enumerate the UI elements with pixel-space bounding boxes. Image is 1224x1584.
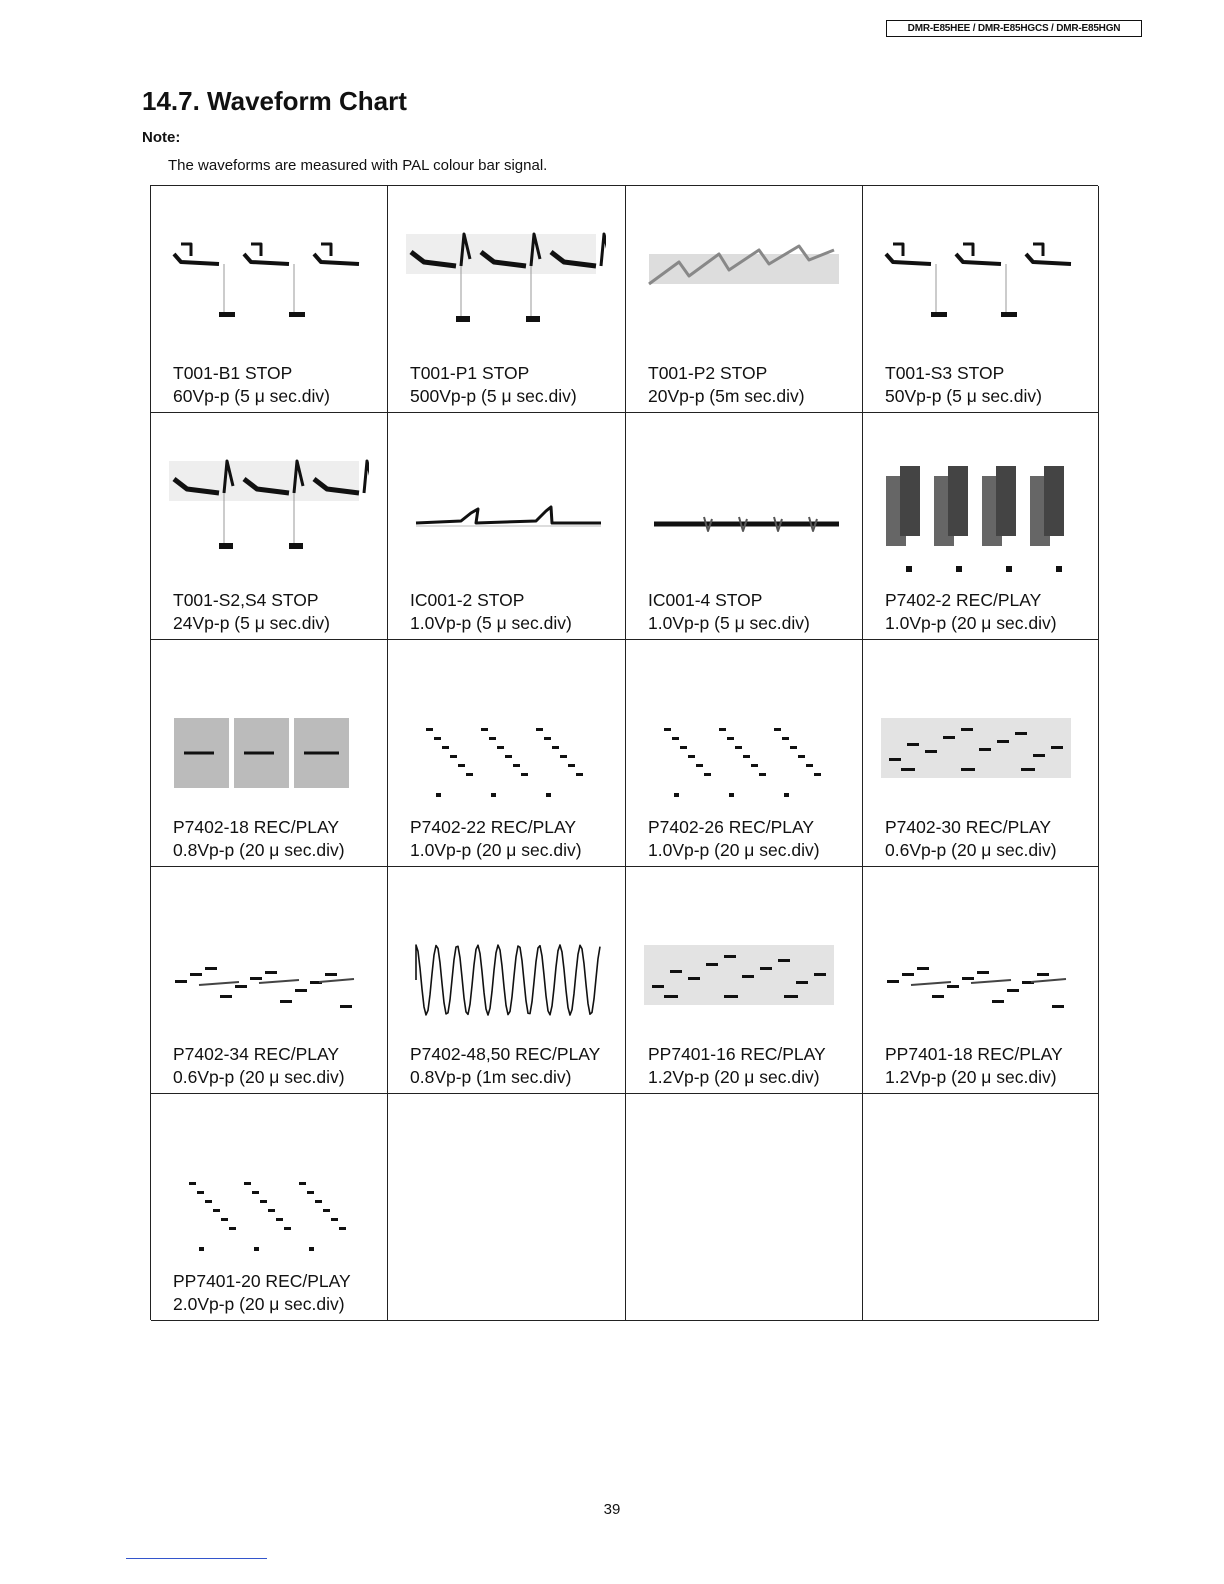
waveform-cell: [863, 186, 1099, 413]
waveform-step: [917, 967, 929, 970]
waveform-step: [323, 1209, 330, 1212]
waveform-step: [724, 995, 738, 998]
waveform-step: [284, 1227, 291, 1230]
waveform-cell: [151, 413, 388, 640]
waveform-step: [887, 980, 899, 983]
waveform-plot: [644, 885, 844, 1035]
waveform-cell: [151, 640, 388, 867]
waveform-step: [560, 755, 567, 758]
waveform-trace: [601, 234, 606, 266]
waveform-dot: [784, 793, 789, 797]
test-point-label: P7402-30 REC/PLAY: [885, 817, 1052, 837]
measurement-spec: 24Vp-p (5 μ sec.div): [173, 613, 330, 633]
waveform-trace: [416, 945, 600, 1015]
waveform-cell: [863, 640, 1099, 867]
measurement-spec: 50Vp-p (5 μ sec.div): [885, 386, 1042, 406]
waveform-step: [706, 963, 718, 966]
waveform-noise: [406, 234, 596, 274]
waveform-step: [1021, 768, 1035, 771]
waveform-step: [489, 737, 496, 740]
waveform-plot: [169, 885, 369, 1035]
test-point-label: IC001-4 STOP: [648, 590, 763, 610]
waveform-trace: [364, 461, 369, 493]
measurement-spec: 1.0Vp-p (5 μ sec.div): [648, 613, 810, 633]
measurement-spec: 500Vp-p (5 μ sec.div): [410, 386, 577, 406]
test-point-label: P7402-2 REC/PLAY: [885, 590, 1042, 610]
waveform-step: [727, 737, 734, 740]
empty-cell: [626, 1094, 863, 1321]
waveform-step: [743, 755, 750, 758]
waveform-burst: [1044, 466, 1064, 536]
waveform-step: [265, 971, 277, 974]
waveform-pulse: [456, 316, 470, 322]
measurement-spec: 1.2Vp-p (20 μ sec.div): [648, 1067, 820, 1087]
waveform-step: [759, 773, 766, 776]
waveform-cell: [626, 413, 863, 640]
waveform-cell: [388, 640, 626, 867]
waveform-trace: [936, 264, 1006, 314]
waveform-dot: [491, 793, 496, 797]
measurement-spec: 1.0Vp-p (20 μ sec.div): [648, 840, 820, 860]
waveform-grid: [150, 185, 1098, 1320]
waveform-step: [688, 977, 700, 980]
waveform-plot: [881, 658, 1081, 808]
waveform-plot: [406, 431, 606, 581]
waveform-step: [189, 1182, 196, 1185]
waveform-step: [325, 973, 337, 976]
waveform-step: [1007, 989, 1019, 992]
waveform-step: [997, 740, 1009, 743]
waveform-trace: [416, 507, 601, 523]
waveform-step: [244, 1182, 251, 1185]
waveform-noise: [169, 461, 359, 501]
note-label: Note:: [142, 129, 181, 146]
waveform-dot: [309, 1247, 314, 1251]
waveform-step: [536, 728, 543, 731]
waveform-plot: [169, 658, 369, 808]
waveform-step: [664, 995, 678, 998]
waveform-step: [276, 1218, 283, 1221]
waveform-step: [664, 728, 671, 731]
waveform-step: [902, 973, 914, 976]
test-point-label: T001-B1 STOP: [173, 363, 293, 383]
waveform-cell: [151, 186, 388, 413]
waveform-step: [688, 755, 695, 758]
waveform-step: [299, 1182, 306, 1185]
waveform-step: [962, 977, 974, 980]
waveform-pulse: [931, 312, 947, 317]
test-point-label: P7402-22 REC/PLAY: [410, 817, 577, 837]
waveform-burst: [900, 466, 920, 536]
waveform-step: [947, 985, 959, 988]
waveform-trace: [911, 979, 1066, 985]
waveform-plot: [644, 204, 844, 354]
test-point-label: P7402-18 REC/PLAY: [173, 817, 340, 837]
waveform-dot: [729, 793, 734, 797]
waveform-plot: [881, 885, 1081, 1035]
waveform-trace: [181, 244, 191, 256]
waveform-step: [268, 1209, 275, 1212]
waveform-step: [340, 1005, 352, 1008]
measurement-spec: 1.0Vp-p (20 μ sec.div): [410, 840, 582, 860]
waveform-step: [814, 973, 826, 976]
waveform-step: [252, 1191, 259, 1194]
waveform-dot: [546, 793, 551, 797]
test-point-label: PP7401-20 REC/PLAY: [173, 1271, 351, 1291]
waveform-plot: [169, 204, 369, 354]
waveform-step: [250, 977, 262, 980]
waveform-pulse: [219, 543, 233, 549]
waveform-cell: [151, 867, 388, 1094]
test-point-label: PP7401-16 REC/PLAY: [648, 1044, 826, 1064]
waveform-cell: [151, 1094, 388, 1321]
waveform-step: [220, 995, 232, 998]
waveform-plot: [881, 431, 1081, 581]
waveform-step: [205, 1200, 212, 1203]
waveform-plot: [881, 204, 1081, 354]
waveform-dot: [199, 1247, 204, 1251]
measurement-spec: 60Vp-p (5 μ sec.div): [173, 386, 330, 406]
waveform-cell: [388, 867, 626, 1094]
waveform-step: [652, 985, 664, 988]
waveform-burst: [948, 466, 968, 536]
waveform-step: [925, 750, 937, 753]
measurement-spec: 0.8Vp-p (20 μ sec.div): [173, 840, 345, 860]
waveform-cell: [626, 640, 863, 867]
waveform-step: [704, 773, 711, 776]
waveform-step: [307, 1191, 314, 1194]
test-point-label: PP7401-18 REC/PLAY: [885, 1044, 1063, 1064]
waveform-step: [977, 971, 989, 974]
waveform-step: [466, 773, 473, 776]
waveform-step: [796, 981, 808, 984]
measurement-spec: 2.0Vp-p (20 μ sec.div): [173, 1294, 345, 1314]
waveform-pulse: [1001, 312, 1017, 317]
waveform-dot: [436, 793, 441, 797]
waveform-cell: [863, 867, 1099, 1094]
waveform-cell: [626, 186, 863, 413]
waveform-dot: [254, 1247, 259, 1251]
waveform-step: [197, 1191, 204, 1194]
test-point-label: IC001-2 STOP: [410, 590, 525, 610]
measurement-spec: 0.6Vp-p (20 μ sec.div): [885, 840, 1057, 860]
test-point-label: T001-P1 STOP: [410, 363, 530, 383]
waveform-step: [235, 985, 247, 988]
waveform-cell: [388, 413, 626, 640]
empty-cell: [388, 1094, 626, 1321]
waveform-cell: [626, 867, 863, 1094]
waveform-dot: [906, 566, 912, 572]
waveform-step: [521, 773, 528, 776]
waveform-step: [1051, 746, 1063, 749]
page-number: 39: [603, 1501, 621, 1518]
test-point-label: T001-S2,S4 STOP: [173, 590, 319, 610]
waveform-trace: [224, 264, 294, 314]
waveform-pulse: [526, 316, 540, 322]
waveform-step: [458, 764, 465, 767]
waveform-step: [205, 967, 217, 970]
waveform-step: [280, 1000, 292, 1003]
waveform-dot: [1006, 566, 1012, 572]
waveform-step: [450, 755, 457, 758]
waveform-step: [979, 748, 991, 751]
waveform-step: [295, 989, 307, 992]
waveform-step: [568, 764, 575, 767]
section-title: 14.7. Waveform Chart: [142, 86, 407, 116]
waveform-step: [190, 973, 202, 976]
waveform-plot: [169, 431, 369, 581]
waveform-step: [229, 1227, 236, 1230]
waveform-trace: [251, 244, 261, 256]
waveform-step: [742, 975, 754, 978]
waveform-step: [426, 728, 433, 731]
waveform-step: [806, 764, 813, 767]
waveform-step: [724, 955, 736, 958]
waveform-cell: [388, 186, 626, 413]
measurement-spec: 1.2Vp-p (20 μ sec.div): [885, 1067, 1057, 1087]
waveform-burst: [996, 466, 1016, 536]
waveform-plot: [644, 431, 844, 581]
waveform-plot: [406, 658, 606, 808]
waveform-step: [576, 773, 583, 776]
waveform-step: [221, 1218, 228, 1221]
measurement-spec: 20Vp-p (5m sec.div): [648, 386, 805, 406]
waveform-step: [696, 764, 703, 767]
waveform-dot: [956, 566, 962, 572]
waveform-step: [672, 737, 679, 740]
waveform-step: [513, 764, 520, 767]
waveform-step: [751, 764, 758, 767]
waveform-step: [213, 1209, 220, 1212]
waveform-step: [315, 1200, 322, 1203]
waveform-pulse: [289, 543, 303, 549]
test-point-label: T001-P2 STOP: [648, 363, 768, 383]
measurement-spec: 0.6Vp-p (20 μ sec.div): [173, 1067, 345, 1087]
measurement-spec: 0.8Vp-p (1m sec.div): [410, 1067, 572, 1087]
waveform-trace: [963, 244, 973, 256]
waveform-trace: [199, 979, 354, 985]
waveform-step: [331, 1218, 338, 1221]
waveform-step: [552, 746, 559, 749]
measurement-spec: 1.0Vp-p (5 μ sec.div): [410, 613, 572, 633]
waveform-step: [544, 737, 551, 740]
waveform-step: [760, 967, 772, 970]
waveform-step: [260, 1200, 267, 1203]
waveform-plot: [644, 658, 844, 808]
waveform-trace: [893, 244, 903, 256]
waveform-step: [774, 728, 781, 731]
waveform-dot: [674, 793, 679, 797]
model-number-box: DMR-E85HEE / DMR-E85HGCS / DMR-E85HGN: [886, 20, 1142, 37]
waveform-step: [932, 995, 944, 998]
test-point-label: P7402-34 REC/PLAY: [173, 1044, 340, 1064]
test-point-label: P7402-26 REC/PLAY: [648, 817, 815, 837]
waveform-plot: [169, 1112, 369, 1262]
waveform-step: [481, 728, 488, 731]
test-point-label: T001-S3 STOP: [885, 363, 1005, 383]
note-text: The waveforms are measured with PAL colour bar signal.: [168, 157, 548, 174]
waveform-trace: [1033, 244, 1043, 256]
measurement-spec: 1.0Vp-p (20 μ sec.div): [885, 613, 1057, 633]
waveform-step: [790, 746, 797, 749]
waveform-step: [798, 755, 805, 758]
waveform-step: [442, 746, 449, 749]
waveform-step: [670, 970, 682, 973]
test-point-label: P7402-48,50 REC/PLAY: [410, 1044, 601, 1064]
waveform-step: [1037, 973, 1049, 976]
waveform-step: [907, 743, 919, 746]
waveform-step: [339, 1227, 346, 1230]
waveform-step: [961, 728, 973, 731]
waveform-pulse: [219, 312, 235, 317]
waveform-step: [889, 758, 901, 761]
waveform-step: [680, 746, 687, 749]
waveform-step: [1033, 754, 1045, 757]
waveform-step: [814, 773, 821, 776]
waveform-step: [434, 737, 441, 740]
divider: [126, 1558, 267, 1559]
waveform-cell: [863, 413, 1099, 640]
empty-cell: [863, 1094, 1099, 1321]
waveform-step: [1015, 732, 1027, 735]
waveform-plot: [406, 204, 606, 354]
waveform-plot: [406, 885, 606, 1035]
waveform-pulse: [289, 312, 305, 317]
waveform-step: [943, 736, 955, 739]
waveform-step: [782, 737, 789, 740]
waveform-step: [784, 995, 798, 998]
waveform-step: [497, 746, 504, 749]
waveform-step: [175, 980, 187, 983]
waveform-step: [992, 1000, 1004, 1003]
waveform-trace: [321, 244, 331, 256]
waveform-step: [778, 959, 790, 962]
waveform-step: [901, 768, 915, 771]
waveform-step: [735, 746, 742, 749]
waveform-dot: [1056, 566, 1062, 572]
waveform-step: [505, 755, 512, 758]
waveform-step: [1052, 1005, 1064, 1008]
waveform-step: [961, 768, 975, 771]
waveform-step: [719, 728, 726, 731]
